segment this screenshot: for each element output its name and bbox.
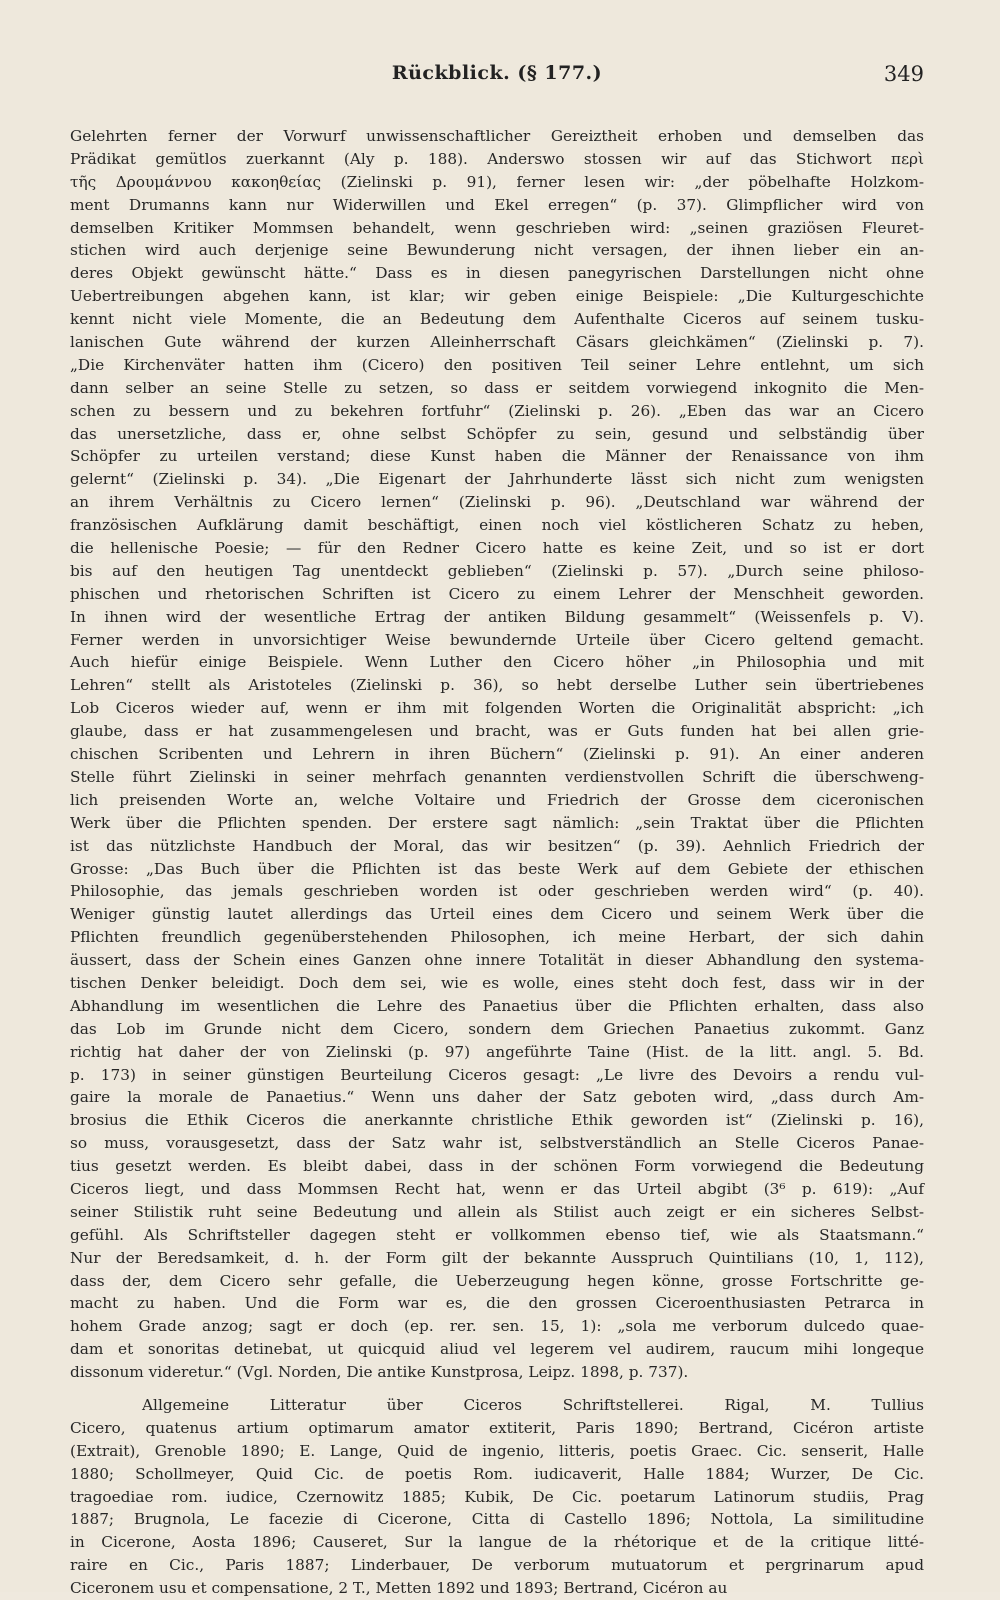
text-line: Cicero, quatenus artium optimarum amator extiterit, Paris 1890; Bertrand, Cicéron artiste bbox=[70, 1418, 924, 1437]
text-line: Ferner werden in unvorsichtiger Weise bewundernde Urteile über Cicero geltend gemacht. bbox=[70, 630, 924, 649]
text-line: Pflichten freundlich gegenüberstehenden Philosophen, ich meine Herbart, der sich dahin bbox=[70, 928, 924, 947]
text-line: Prädikat gemütlos zuerkannt (Aly p. 188). Anderswo stossen wir auf das Stichwort περὶ bbox=[70, 149, 924, 168]
text-line: dam et sonoritas detinebat, ut quicquid aliud vel legerem vel audirem, raucum mihi longeque bbox=[70, 1340, 924, 1359]
text-line: gefühl. Als Schriftsteller dagegen steht er vollkommen ebenso tief, wie als Staatsmann.“ bbox=[70, 1225, 924, 1244]
text-line: das unersetzliche, dass er, ohne selbst Schöpfer zu sein, gesund und selbständig über bbox=[70, 424, 924, 443]
text-line: Stelle führt Zielinski in seiner mehrfach genannten verdienstvollen Schrift die überschweng- bbox=[70, 767, 924, 786]
running-head: Rückblick. (§ 177.) bbox=[391, 62, 603, 84]
text-line: deres Objekt gewünscht hätte.“ Dass es in diesen panegyrischen Darstellungen nicht ohne bbox=[70, 264, 924, 283]
text-line: glaube, dass er hat zusammengelesen und bracht, was er Guts funden hat bei allen grie- bbox=[70, 722, 924, 741]
text-line: Schöpfer zu urteilen verstand; diese Kunst haben die Männer der Renaissance von ihm bbox=[70, 447, 924, 466]
text-line: lich preisenden Worte an, welche Voltaire und Friedrich der Grosse dem ciceronischen bbox=[70, 790, 924, 809]
text-line: gaire la morale de Panaetius.“ Wenn uns daher der Satz geboten wird, „dass durch Am- bbox=[70, 1088, 924, 1107]
text-line: ist das nützlichste Handbuch der Moral, das wir besitzen“ (p. 39). Aehnlich Friedrich der bbox=[70, 836, 924, 855]
text-line: dann selber an seine Stelle zu setzen, so dass er seitdem vorwiegend inkognito die Men- bbox=[70, 378, 924, 397]
text-line: Grosse: „Das Buch über die Pflichten ist das beste Werk auf dem Gebiete der ethischen bbox=[70, 859, 924, 878]
text-line: Allgemeine Litteratur über Ciceros Schriftstellerei. Rigal, M. Tullius bbox=[142, 1395, 924, 1414]
text-line: Werk über die Pflichten spenden. Der erstere sagt nämlich: „sein Traktat über die Pflichten bbox=[70, 813, 924, 832]
text-line: Philosophie, das jemals geschrieben worden ist oder geschrieben werden wird“ (p. 40). bbox=[70, 882, 924, 901]
text-line: so muss, vorausgesetzt, dass der Satz wahr ist, selbstverständlich an Stelle Ciceros Panae- bbox=[70, 1134, 924, 1153]
text-line: Ciceros liegt, und dass Mommsen Recht hat, wenn er das Urteil abgibt (3⁶ p. 619): „Auf bbox=[70, 1179, 924, 1198]
text-line: Ciceronem usu et compensatione, 2 T., Metten 1892 und 1893; Bertrand, Cicéron au bbox=[70, 1579, 728, 1598]
text-line: 1887; Brugnola, Le facezie di Cicerone, Citta di Castello 1896; Nottola, La similitudine bbox=[70, 1510, 924, 1529]
text-line: dissonum videretur.“ (Vgl. Norden, Die antike Kunstprosa, Leipz. 1898, p. 737). bbox=[70, 1363, 689, 1382]
text-line: Lehren“ stellt als Aristoteles (Zielinski p. 36), so hebt derselbe Luther sein übertriebenes bbox=[70, 676, 924, 695]
text-line: die hellenische Poesie; — für den Redner Cicero hatte es keine Zeit, und so ist er dort bbox=[70, 539, 924, 558]
text-line: Gelehrten ferner der Vorwurf unwissenschaftlicher Gereiztheit erhoben und demselben das bbox=[70, 127, 924, 145]
text-line: Lob Ciceros wieder auf, wenn er ihm mit folgenden Worten die Originalität abspricht: „ich bbox=[70, 699, 924, 718]
text-line: 1880; Schollmeyer, Quid Cic. de poetis Rom. iudicaverit, Halle 1884; Wurzer, De Cic. bbox=[70, 1464, 924, 1483]
text-line: tius gesetzt werden. Es bleibt dabei, dass in der schönen Form vorwiegend die Bedeutung bbox=[70, 1157, 924, 1176]
text-line: tragoediae rom. iudice, Czernowitz 1885; Kubik, De Cic. poetarum Latinorum studiis, Prag bbox=[70, 1487, 924, 1506]
text-line: raire en Cic., Paris 1887; Linderbauer, De verborum mutuatorum et pergrinarum apud bbox=[70, 1556, 924, 1575]
text-line: französischen Aufklärung damit beschäftigt, einen noch viel köstlicheren Schatz zu heben, bbox=[70, 516, 924, 535]
page-number: 349 bbox=[883, 62, 924, 86]
text-line: Uebertreibungen abgehen kann, ist klar; wir geben einige Beispiele: „Die Kulturgeschichte bbox=[70, 287, 924, 306]
text-line: Weniger günstig lautet allerdings das Urteil eines dem Cicero und seinem Werk über die bbox=[70, 905, 924, 924]
page-body bbox=[70, 125, 924, 1600]
text-line: Nur der Beredsamkeit, d. h. der Form gilt der bekannte Ausspruch Quintilians (10, 1, 112), bbox=[70, 1248, 924, 1267]
text-line: In ihnen wird der wesentliche Ertrag der antiken Bildung gesammelt“ (Weissenfels p. V). bbox=[70, 607, 924, 626]
text-line: tischen Denker beleidigt. Doch dem sei, wie es wolle, eines steht doch fest, dass wir in der bbox=[70, 973, 924, 992]
text-line: chischen Scribenten und Lehrern in ihren Büchern“ (Zielinski p. 91). An einer anderen bbox=[70, 745, 924, 764]
text-line: τῆς Δρουμάννου κακοηθείας (Zielinski p. 91), ferner lesen wir: „der pöbelhafte Holzkom- bbox=[70, 172, 924, 191]
text-line: lanischen Gute während der kurzen Alleinherrschaft Cäsars gleichkämen“ (Zielinski p. 7). bbox=[70, 333, 924, 352]
text-line: schen zu bessern und zu bekehren fortfuhr“ (Zielinski p. 26). „Eben das war an Cicero bbox=[70, 401, 924, 420]
text-line: gelernt“ (Zielinski p. 34). „Die Eigenart der Jahrhunderte lässt sich nicht zum wenigsten bbox=[70, 470, 924, 489]
text-line: äussert, dass der Schein eines Ganzen ohne innere Totalität in dieser Abhandlung den systema- bbox=[70, 951, 924, 970]
text-line: seiner Stilistik ruht seine Bedeutung und allein als Stilist auch zeigt er ein sicheres Selbst- bbox=[70, 1202, 924, 1221]
text-line: ment Drumanns kann nur Widerwillen und Ekel erregen“ (p. 37). Glimpflicher wird von bbox=[70, 195, 924, 214]
text-line: Abhandlung im wesentlichen die Lehre des Panaetius über die Pflichten erhalten, dass also bbox=[70, 996, 924, 1015]
text-line: bis auf den heutigen Tag unentdeckt geblieben“ (Zielinski p. 57). „Durch seine philoso- bbox=[70, 561, 924, 580]
text-line: richtig hat daher der von Zielinski (p. 97) angeführte Taine (Hist. de la litt. angl. 5. Bd. bbox=[70, 1042, 924, 1061]
paragraph-gap bbox=[70, 1384, 924, 1394]
text-line: macht zu haben. Und die Form war es, die den grossen Ciceroenthusiasten Petrarca in bbox=[70, 1294, 924, 1313]
text-line: das Lob im Grunde nicht dem Cicero, sondern dem Griechen Panaetius zukommt. Ganz bbox=[70, 1019, 924, 1038]
page-header bbox=[70, 62, 924, 92]
text-line: in Cicerone, Aosta 1896; Causeret, Sur la langue de la rhétorique et de la critique litté- bbox=[70, 1533, 924, 1552]
paragraph-bibliography bbox=[70, 1394, 924, 1600]
text-line: phischen und rhetorischen Schriften ist Cicero zu einem Lehrer der Menschheit geworden. bbox=[70, 584, 924, 603]
text-line: stichen wird auch derjenige seine Bewunderung nicht versagen, der ihnen lieber ein an- bbox=[70, 241, 924, 260]
text-line: Auch hiefür einige Beispiele. Wenn Luther den Cicero höher „in Philosophia und mit bbox=[70, 653, 924, 672]
text-line: brosius die Ethik Ciceros die anerkannte christliche Ethik geworden ist“ (Zielinski p. 16), bbox=[70, 1111, 924, 1130]
text-line: an ihrem Verhältnis zu Cicero lernen“ (Zielinski p. 96). „Deutschland war während der bbox=[70, 493, 924, 512]
text-line: „Die Kirchenväter hatten ihm (Cicero) den positiven Teil seiner Lehre entlehnt, um sich bbox=[70, 355, 924, 374]
text-line: hohem Grade anzog; sagt er doch (ep. rer. sen. 15, 1): „sola me verborum dulcedo quae- bbox=[70, 1317, 924, 1336]
text-line: kennt nicht viele Momente, die an Bedeutung dem Aufenthalte Ciceros auf seinem tusku- bbox=[70, 310, 924, 329]
text-line: demselben Kritiker Mommsen behandelt, wenn geschrieben wird: „seinen graziösen Fleuret- bbox=[70, 218, 924, 237]
text-line: (Extrait), Grenoble 1890; E. Lange, Quid de ingenio, litteris, poetis Graec. Cic. senserit, Halle bbox=[70, 1441, 924, 1460]
paragraph-main bbox=[70, 125, 924, 1384]
text-line: dass der, dem Cicero sehr gefalle, die Ueberzeugung hegen könne, grosse Fortschritte ge- bbox=[70, 1271, 924, 1290]
text-line: p. 173) in seiner günstigen Beurteilung Ciceros gesagt: „Le livre des Devoirs a rendu vul- bbox=[70, 1065, 924, 1084]
